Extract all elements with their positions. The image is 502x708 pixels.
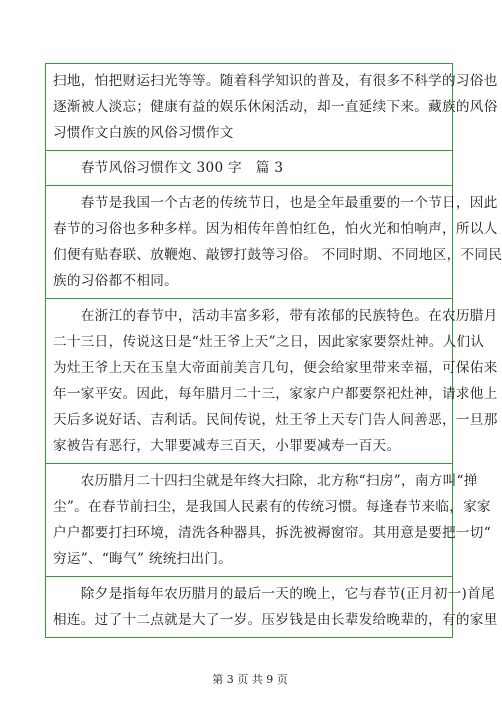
table-row (46, 186, 502, 299)
page-number: 第 3 页 共 9 页 (212, 673, 288, 686)
table-row (46, 64, 498, 151)
table-row (46, 464, 491, 577)
table-row (46, 151, 452, 186)
text-line: 天后多说好话、吉利话。民间传说，灶王爷上天专门告人间善恶，一旦那 (53, 412, 498, 428)
text-line: 农历腊月二十四扫尘就是年终大扫除，北方称“扫房”，南方叫“掸 (53, 473, 478, 489)
table-row (46, 577, 498, 637)
text-line: 相连。过了十二点就是大了一岁。压岁钱是由长辈发给晚辈的，有的家里 (53, 612, 498, 628)
text-line: 穷运”、“晦气” 统统扫出门。 (53, 551, 233, 567)
text-line: 二十三日，传说这日是“灶王爷上天”之日，因此家家要祭灶神。人们认 (53, 334, 485, 350)
text-line: 春节是我国一个古老的传统节日，也是全年最重要的一个节日，因此 (53, 195, 498, 211)
text-line: 尘”。在春节前扫尘，是我国人民素有的传统习惯。每逢春节来临，家家 (53, 499, 491, 515)
text-line: 逐渐被人淡忘；健康有益的娱乐休闲活动，却一直延续下来。藏族的风俗 (53, 99, 498, 115)
text-line: 春节的习俗也多种多样。因为相传年兽怕红色，怕火光和怕响声，所以人 (53, 221, 498, 237)
document-table (45, 63, 502, 638)
text-line: 们便有贴春联、放鞭炮、敲锣打鼓等习俗。 不同时期、不同地区，不同民 (53, 247, 502, 263)
text-line: 年一家平安。因此，每年腊月二十三，家家户户都要祭祀灶神，请求他上 (53, 386, 498, 402)
text-line: 为灶王爷上天在玉皇大帝面前美言几句，便会给家里带来幸福，可保佑来 (53, 360, 498, 376)
text-line: 户户都要打扫环境，清洗各种器具，拆洗被褥窗帘。其用意是要把一切“ (53, 525, 491, 541)
text-line: 除夕是指每年农历腊月的最后一天的晚上，它与春节(正月初一)首尾 (53, 586, 495, 602)
text-line: 习惯作文白族的风俗习惯作文 (53, 125, 234, 141)
text-line: 族的习俗都不相同。 (53, 273, 179, 289)
text-line: 春节风俗习惯作文 300 字 篇 3 (53, 160, 284, 176)
text-line: 在浙江的春节中，活动丰富多彩，带有浓郁的民族特色。在农历腊月 (53, 308, 498, 324)
table-row (46, 299, 498, 464)
text-line: 家被告有恶行，大罪要减寿三百天，小罪要减寿一百天。 (53, 438, 401, 454)
text-line: 扫地，怕把财运扫光等等。随着科学知识的普及，有很多不科学的习俗也 (53, 73, 498, 89)
